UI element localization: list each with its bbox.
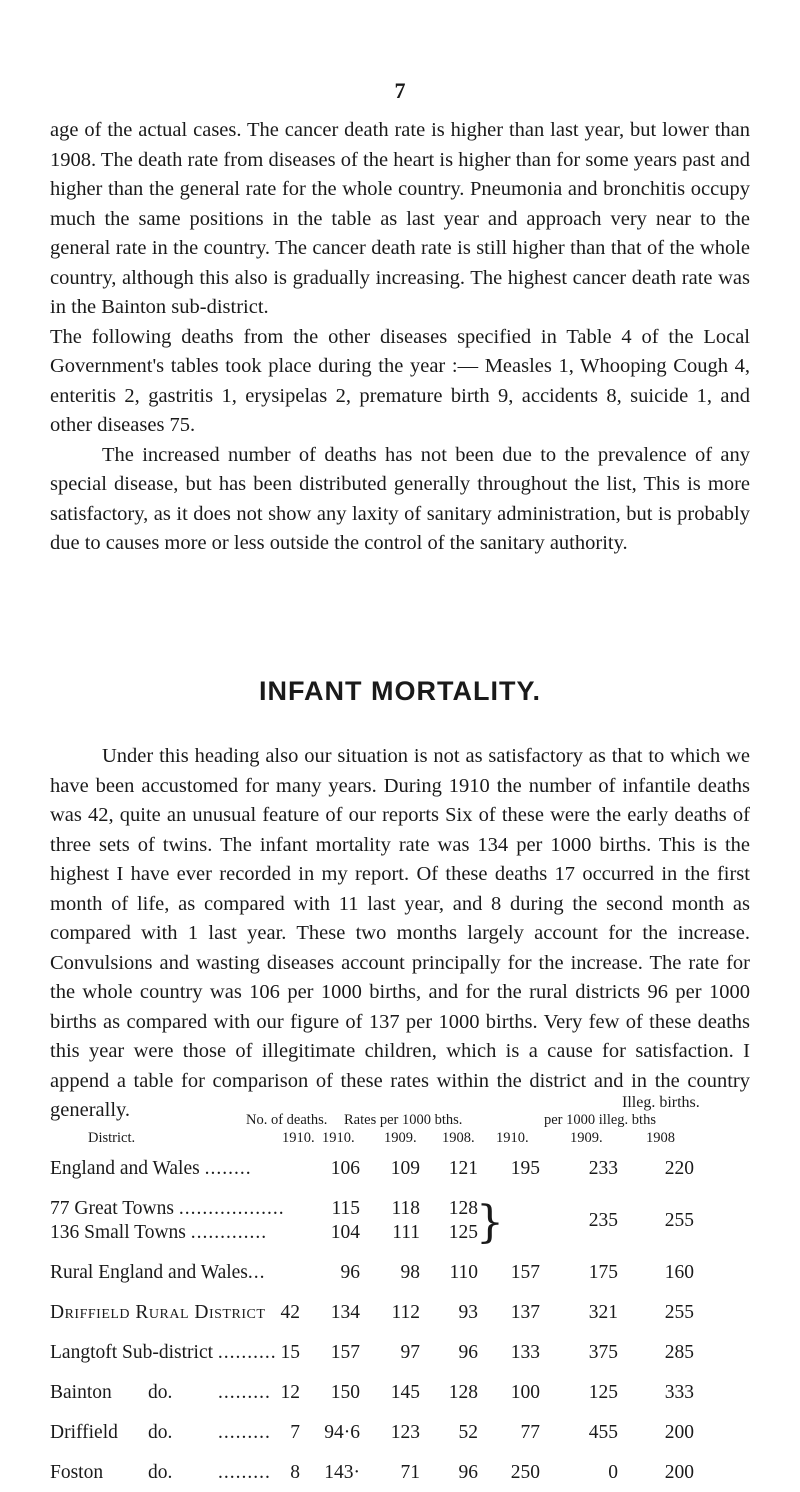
cell-rate-1910: 115 bbox=[331, 1198, 360, 1219]
col-deaths-1910: 1910. bbox=[282, 1130, 315, 1146]
cell-illeg-1909: 0 bbox=[608, 1462, 618, 1483]
cell-illeg-1910: 77 bbox=[520, 1422, 540, 1443]
infant-mortality-text bbox=[50, 742, 750, 1126]
col-illeg-1909: 1909. bbox=[570, 1130, 603, 1146]
cell-rate-1909: 118 bbox=[391, 1198, 420, 1219]
body-text-block bbox=[50, 116, 750, 559]
row-district: Rural England and Wales bbox=[50, 1262, 248, 1283]
cell-illeg-1910: 100 bbox=[510, 1382, 540, 1403]
row-district: 136 Small Towns bbox=[50, 1222, 186, 1243]
cell-illeg-1908: 333 bbox=[664, 1382, 694, 1403]
table-row bbox=[50, 1210, 760, 1252]
cell-rate-1908: 128 bbox=[448, 1382, 478, 1403]
cell-rate-1909: 109 bbox=[390, 1158, 420, 1179]
table-row bbox=[50, 1462, 760, 1492]
col-illeg-1910: 1910. bbox=[496, 1130, 529, 1146]
cell-rate-1910: 157 bbox=[330, 1342, 360, 1363]
cell-rate-1909: 123 bbox=[390, 1422, 420, 1443]
table-row bbox=[50, 1262, 760, 1292]
cell-illeg-1909: 235 bbox=[588, 1210, 618, 1231]
header-illeg-per-1000: per 1000 illeg. bths bbox=[544, 1112, 656, 1128]
leader-dots: .................. bbox=[178, 1198, 285, 1219]
cell-rate-1908: 128 bbox=[448, 1198, 478, 1219]
row-district: England and Wales bbox=[50, 1158, 200, 1179]
cell-illeg-1908: 255 bbox=[664, 1210, 694, 1231]
table-row bbox=[50, 1342, 760, 1372]
cell-rate-1908: 125 bbox=[448, 1222, 478, 1243]
cell-rate-1910: 150 bbox=[330, 1382, 360, 1403]
header-rates-per-1000: Rates per 1000 bths. bbox=[344, 1112, 463, 1128]
cell-deaths-1910: 15 bbox=[280, 1342, 300, 1363]
row-district: Bainton bbox=[50, 1382, 112, 1403]
table-row bbox=[50, 1382, 760, 1412]
brace-icon: } bbox=[476, 1197, 504, 1248]
col-illeg-1908: 1908 bbox=[646, 1130, 675, 1146]
cell-deaths-1910: 12 bbox=[280, 1382, 300, 1403]
section-heading: INFANT MORTALITY. bbox=[259, 676, 541, 706]
leader-dots: ......... bbox=[218, 1462, 271, 1483]
cell-illeg-1910: 250 bbox=[510, 1462, 540, 1483]
cell-illeg-1909: 455 bbox=[588, 1422, 618, 1443]
cell-rate-1910: 94·6 bbox=[324, 1422, 360, 1443]
cell-illeg-1908: 160 bbox=[664, 1262, 694, 1283]
paragraph-3: The increased number of deaths has not been due to the prevalence of any special disease, but has been distributed generally throughout the list, This is more satisfactory, as it does not show any laxity of sanitary administration, but is probably due to causes more or less outside the control of the sanitary authority. bbox=[50, 443, 750, 554]
paragraph-1: age of the actual cases. The cancer death rate is higher than last year, but lower than 1908. The death rate from diseases of the heart is higher than for some years past and higher than the general rate for the whole country. Pneumonia and bronchitis occupy much the same positions in the table as last year and approach very near to the general rate in the country. The cancer death rate is still higher than that of the whole country, although this also is gradually increasing. The highest cancer death rate was in the Bainton sub-district. bbox=[50, 119, 750, 318]
cell-rate-1908: 96 bbox=[458, 1342, 478, 1363]
cell-illeg-1909: 125 bbox=[588, 1382, 618, 1403]
row-sub-ditto: do. bbox=[148, 1382, 173, 1403]
cell-rate-1910: 96 bbox=[340, 1262, 360, 1283]
leader-dots: ... bbox=[247, 1262, 266, 1283]
cell-illeg-1908: 220 bbox=[664, 1158, 694, 1179]
header-illeg-births: Illeg. births. bbox=[622, 1094, 700, 1111]
col-rate-1909: 1909. bbox=[384, 1130, 417, 1146]
cell-rate-1910: 106 bbox=[330, 1158, 360, 1179]
row-sub-ditto: do. bbox=[148, 1462, 173, 1483]
cell-rate-1908: 93 bbox=[458, 1302, 478, 1323]
table-row bbox=[50, 1158, 760, 1188]
page-number: 7 bbox=[394, 78, 406, 103]
leader-dots: ......... bbox=[218, 1382, 271, 1403]
col-district: District. bbox=[88, 1130, 136, 1146]
cell-illeg-1909: 321 bbox=[588, 1302, 618, 1323]
leader-dots: .......... bbox=[217, 1342, 277, 1363]
cell-illeg-1910: 195 bbox=[510, 1158, 540, 1179]
cell-rate-1908: 110 bbox=[449, 1262, 478, 1283]
cell-deaths-1910: 7 bbox=[290, 1422, 300, 1443]
leader-dots: ......... bbox=[218, 1422, 271, 1443]
paragraph-2: The following deaths from the other diseases specified in Table 4 of the Local Government's tables took place during the year :— Measles 1, Whooping Cough 4, enteritis 2, gastritis 1, erysipelas 2, premature birth 9, accidents 8, suicide 1, and other diseases 75. bbox=[50, 325, 750, 436]
cell-rate-1908: 52 bbox=[458, 1422, 478, 1443]
cell-illeg-1908: 200 bbox=[664, 1462, 694, 1483]
header-no-of-deaths: No. of deaths. bbox=[246, 1112, 328, 1128]
cell-rate-1910: 143· bbox=[324, 1462, 360, 1483]
leader-dots: ........ bbox=[204, 1158, 252, 1179]
cell-deaths-1910: 42 bbox=[280, 1302, 300, 1323]
row-district: Driffield Rural District bbox=[50, 1302, 266, 1323]
cell-rate-1908: 96 bbox=[458, 1462, 478, 1483]
cell-illeg-1908: 200 bbox=[664, 1422, 694, 1443]
cell-illeg-1908: 285 bbox=[664, 1342, 694, 1363]
cell-rate-1909: 145 bbox=[390, 1382, 420, 1403]
cell-rate-1909: 98 bbox=[400, 1262, 420, 1283]
cell-rate-1909: 97 bbox=[400, 1342, 420, 1363]
table-row bbox=[50, 1422, 760, 1452]
col-rate-1910: 1910. bbox=[322, 1130, 355, 1146]
row-district: Foston bbox=[50, 1462, 104, 1483]
cell-rate-1908: 121 bbox=[448, 1158, 478, 1179]
cell-illeg-1910: 137 bbox=[510, 1302, 540, 1323]
cell-illeg-1910: 133 bbox=[510, 1342, 540, 1363]
row-district: Langtoft Sub-district bbox=[50, 1342, 214, 1363]
cell-rate-1909: 111 bbox=[392, 1222, 420, 1243]
col-rate-1908: 1908. bbox=[442, 1130, 475, 1146]
table-row bbox=[50, 1302, 760, 1332]
cell-deaths-1910: 8 bbox=[290, 1462, 300, 1483]
paragraph-4: Under this heading also our situation is not as satisfactory as that to which we have been accustomed for many years. During 1910 the number of infantile deaths was 42, quite an unusual feature of our reports Six of these were the early deaths of three sets of twins. The infant mortality rate was 134 per 1000 births. This is the highest I have ever recorded in my report. Of these deaths 17 occurred in the first month of life, as compared with 11 last year, and 8 during the second month as compared with 1 last year. These two months largely account for the increase. Convulsions and wasting diseases account principally for the increase. The rate for the whole country was 106 per 1000 births, and for the rural districts 96 per 1000 births as compared with our figure of 137 per 1000 births. Very few of these deaths this year were those of illegitimate children, which is a cause for satisfaction. I append a table for comparison of these rates within the district and in the country generally. bbox=[50, 745, 750, 1121]
cell-illeg-1909: 175 bbox=[588, 1262, 618, 1283]
cell-illeg-1909: 375 bbox=[588, 1342, 618, 1363]
leader-dots: ............. bbox=[190, 1222, 268, 1243]
cell-illeg-1908: 255 bbox=[664, 1302, 694, 1323]
cell-illeg-1910: 157 bbox=[510, 1262, 540, 1283]
cell-rate-1909: 112 bbox=[391, 1302, 420, 1323]
row-district: 77 Great Towns bbox=[50, 1198, 174, 1219]
cell-illeg-1909: 233 bbox=[588, 1158, 618, 1179]
cell-rate-1910: 134 bbox=[330, 1302, 360, 1323]
row-sub-ditto: do. bbox=[148, 1422, 173, 1443]
cell-rate-1909: 71 bbox=[400, 1462, 420, 1483]
row-district: Driffield bbox=[50, 1422, 118, 1443]
cell-rate-1910: 104 bbox=[330, 1222, 360, 1243]
table-row bbox=[50, 1198, 760, 1222]
